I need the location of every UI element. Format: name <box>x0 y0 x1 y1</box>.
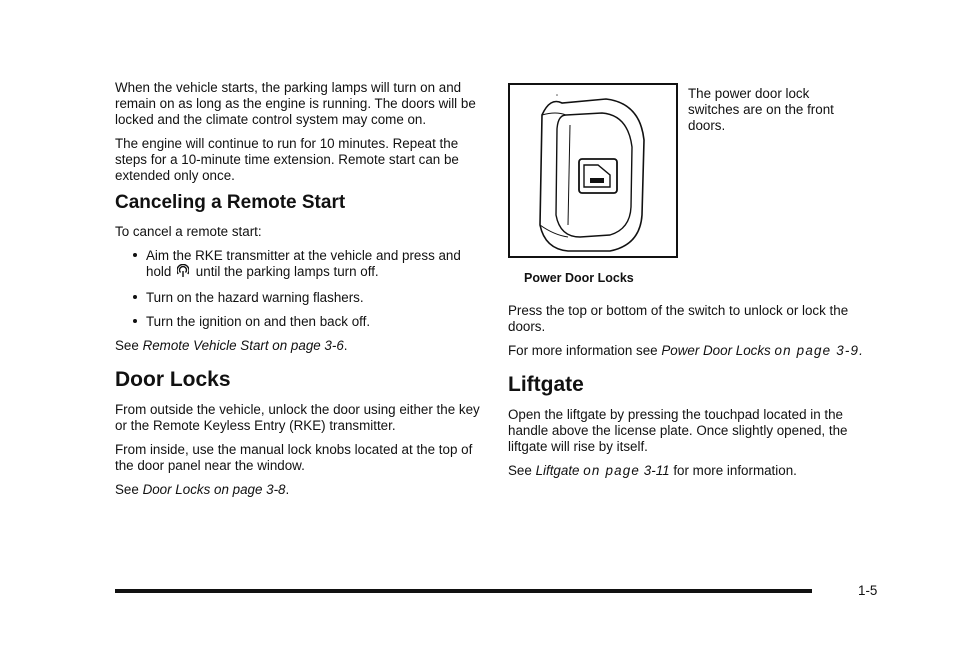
remote-start-link[interactable]: Remote Vehicle Start on page 3-6 <box>142 338 344 353</box>
door-locks-heading: Door Locks <box>115 368 231 391</box>
list-item: Turn on the hazard warning flashers. <box>115 290 480 306</box>
door-locks-reference <box>115 482 480 498</box>
see-label: For more information see <box>508 343 658 358</box>
page-number: 1-5 <box>858 583 878 598</box>
see-period: . <box>859 343 865 358</box>
bullet1-text-before: Aim the RKE transmitter at the vehicle and press and hold <box>146 248 461 279</box>
figure-side-note: The power door lock switches are on the front doors. <box>688 86 834 133</box>
power-door-lock-switch-illustration <box>510 85 676 256</box>
canceling-remote-start-heading: Canceling a Remote Start <box>115 192 346 213</box>
see-suffix: for more information. <box>673 463 797 478</box>
figure-caption: Power Door Locks <box>524 271 634 285</box>
power-door-locks-figure <box>508 80 868 295</box>
remote-start-reference <box>115 338 480 354</box>
liftgate-paragraph: Open the liftgate by pressing the touchpad located in the handle above the license plate. Once slightly opened, the liftgate will rise by itself. <box>508 407 848 454</box>
liftgate-heading: Liftgate <box>508 373 584 396</box>
link-part: on page 3-9 <box>774 343 860 358</box>
cancel-steps-list <box>115 248 480 330</box>
list-item <box>115 248 480 282</box>
door-paragraph-2: From inside, use the manual lock knobs located at the top of the door panel near the window. <box>115 442 473 473</box>
see-label: See <box>508 463 532 478</box>
see-label: See <box>115 338 139 353</box>
link-part: 3-11 <box>643 463 670 478</box>
intro-paragraph-1: When the vehicle starts, the parking lamps will turn on and remain on as long as the engine is running. The doors will be locked and the climate control system may come on. <box>115 80 476 127</box>
left-column <box>115 80 480 506</box>
list-item: Turn the ignition on and then back off. <box>115 314 480 330</box>
door-paragraph-1: From outside the vehicle, unlock the door using either the key or the Remote Keyless Entry (RKE) transmitter. <box>115 402 480 433</box>
remote-start-icon <box>177 264 189 282</box>
bullet1-text-after: until the parking lamps turn off. <box>195 264 379 279</box>
link-part: on page <box>583 463 641 478</box>
figure-frame <box>508 83 678 258</box>
cancel-intro: To cancel a remote start: <box>115 224 262 239</box>
see-label: See <box>115 482 139 497</box>
link-part: Liftgate <box>535 463 580 478</box>
power-locks-reference <box>508 343 868 359</box>
see-period: . <box>343 338 348 353</box>
see-period: . <box>285 482 290 497</box>
liftgate-link[interactable] <box>536 463 670 478</box>
footer-rule <box>115 589 812 593</box>
switch-paragraph: Press the top or bottom of the switch to unlock or lock the doors. <box>508 303 849 334</box>
liftgate-reference <box>508 463 868 479</box>
power-locks-link[interactable] <box>661 343 859 358</box>
door-locks-link[interactable]: Door Locks on page 3-8 <box>142 482 286 497</box>
intro-paragraph-2: The engine will continue to run for 10 minutes. Repeat the steps for a 10-minute time extension. Remote start can be extended only once. <box>115 136 459 183</box>
right-column <box>508 80 868 487</box>
link-part: Power Door Locks <box>661 343 771 358</box>
